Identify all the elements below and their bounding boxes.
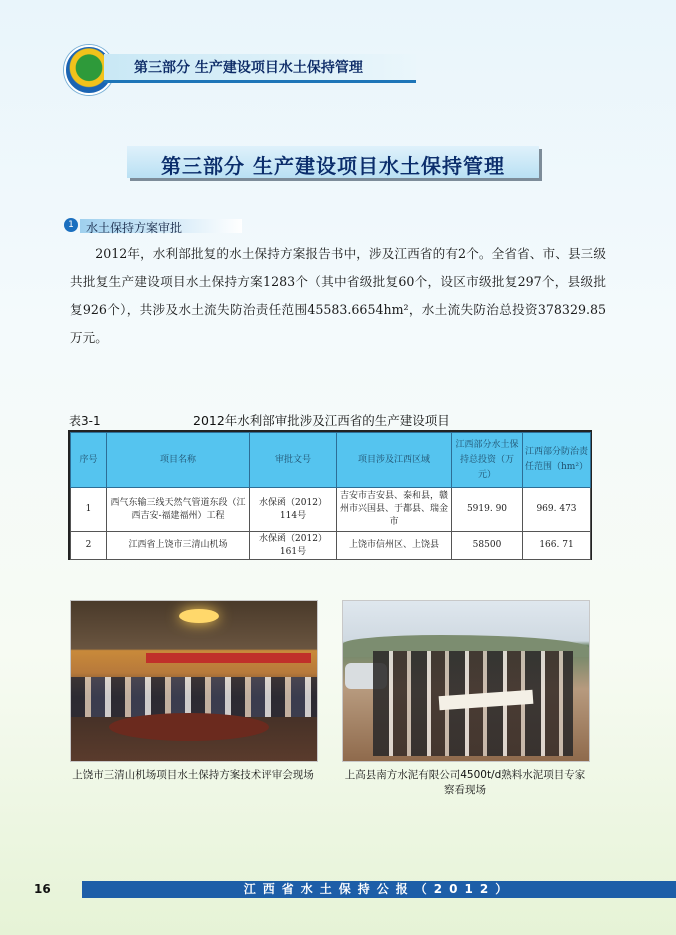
- photo-caption: 上高县南方水泥有限公司4500t/d熟料水泥项目专家察看现场: [344, 769, 586, 796]
- table-cell: 吉安市吉安县、泰和县，赣州市兴国县、于都县、瑞金市: [337, 488, 452, 532]
- table-header-cell: 序号: [71, 433, 107, 488]
- table-header-cell: 项目名称: [107, 433, 250, 488]
- page-number: 16: [34, 882, 51, 896]
- page-header: [64, 45, 416, 81]
- table-cell: 58500: [452, 532, 523, 560]
- table-title: 2012年水利部审批涉及江西省的生产建设项目: [193, 413, 450, 428]
- header-title: 第三部分 生产建设项目水土保持管理: [134, 60, 363, 76]
- table-cell: 水保函（2012）114号: [250, 488, 337, 532]
- table-header-cell: 江西部分水土保持总投资（万元）: [452, 433, 523, 488]
- header-title-box: [104, 54, 416, 83]
- table-cell: 上饶市信州区、上饶县: [337, 532, 452, 560]
- table-cell: 166. 71: [523, 532, 591, 560]
- table-row: [71, 532, 591, 560]
- photo-caption: 上饶市三清山机场项目水土保持方案技术评审会现场: [72, 769, 314, 781]
- part-title-box: [127, 146, 539, 178]
- table-cell: 西气东输三线天然气管道东段（江西吉安-福建福州）工程: [107, 488, 250, 532]
- table-cell: 水保函（2012）161号: [250, 532, 337, 560]
- meeting-attendees: [71, 677, 317, 717]
- project-table: [68, 430, 592, 560]
- site-inspection-photo: [342, 600, 590, 762]
- meeting-banner: [146, 653, 311, 663]
- part-title: 第三部分 生产建设项目水土保持管理: [161, 154, 505, 178]
- table-cell: 江西省上饶市三清山机场: [107, 532, 250, 560]
- section-title: 水土保持方案审批: [86, 221, 183, 235]
- table-cell: 2: [71, 532, 107, 560]
- table-cell: 5919. 90: [452, 488, 523, 532]
- ceiling-lamp: [179, 609, 219, 623]
- footer-text: 江西省水土保持公报（2012）: [243, 882, 515, 896]
- table-header-cell: 审批文号: [250, 433, 337, 488]
- footer-bar: [82, 881, 676, 898]
- table-header-cell: 江西部分防治责任范围（hm²）: [523, 433, 591, 488]
- section-paragraph: 2012年，水利部批复的水土保持方案报告书中，涉及江西省的有2个。全省省、市、县三级共批复生产建设项目水土保持方案1283个（其中省级批复60个，设区市级批复297个，县级批复926个），共涉及水土流失防治责任范围45583.6654hm²，水土流失防治总投资378329.85万元。: [70, 246, 606, 345]
- meeting-photo: [70, 600, 318, 762]
- section-number-badge: 1: [64, 218, 78, 232]
- table-cell: 1: [71, 488, 107, 532]
- table-header-cell: 项目涉及江西区域: [337, 433, 452, 488]
- table-cell: 969. 473: [523, 488, 591, 532]
- table-header-row: [71, 433, 591, 488]
- table-number: 表3-1: [69, 414, 101, 428]
- conference-table: [109, 713, 269, 741]
- table-row: [71, 488, 591, 532]
